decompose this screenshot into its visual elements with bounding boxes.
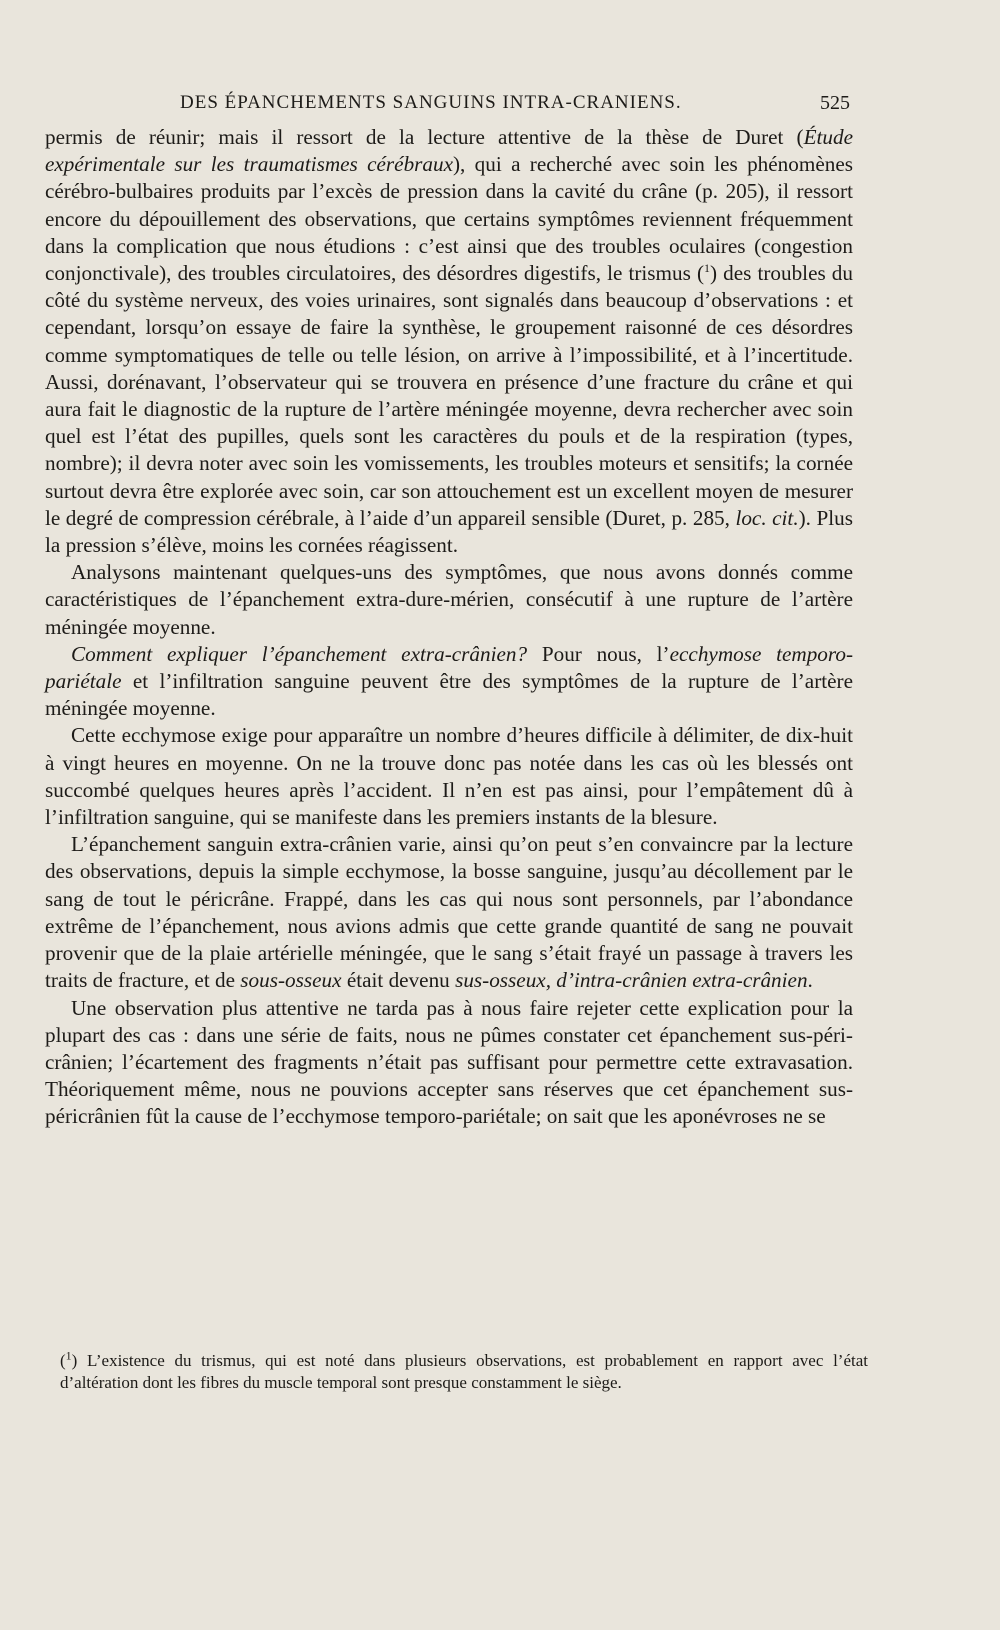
paragraph-5 <box>45 831 853 994</box>
term-sus-osseux: sus-osseux, d’intra-crânien extra-crânien <box>455 968 808 993</box>
paragraph-5-text-b: était devenu <box>341 968 456 993</box>
paragraph-1-text-d: ). Plus la pression s’élève, moins les cornées réagissent. <box>45 505 853 558</box>
paragraph-1-text-c: ) des troubles du côté du système nerveux, des voies urinaires, sont signalés dans beaucoup d’observations : et cependant, lorsqu’on essaye de faire la synthèse, le groupement raisonné de ces désordres comme symptomatiques de telle ou telle lésion, on arrive à l’impossibilité, et à l’incertitude. Aussi, dorénavant, l’observateur qui se trouvera en présence d’une fracture du crâne et qui aura fait le diagnostic de la rupture de l’artère méningée moyenne, devra rechercher avec soin quel est l’état des pupilles, quels sont les caractères du pouls et de la respiration (types, nombre); il devra noter avec soin les vomissements, les troubles moteurs et sensitifs; la cornée surtout devra être explorée avec soin, car son attouchement est un excellent moyen de mesurer le degré de compression cérébrale, à l’aide d’un appareil sensible (Duret, p. 285, <box>45 261 853 530</box>
paragraph-1 <box>45 124 853 559</box>
paragraph-3-text-a: Pour nous, l’ <box>527 641 670 666</box>
cited-work-title: Étude expérimentale sur les traumatismes cérébraux <box>45 125 853 177</box>
loc-cit: loc. cit. <box>735 505 799 530</box>
footnote-body: L’existence du trismus, qui est noté dans plusieurs observations, est probablement en rapport avec l’état d’altération dont les fibres du muscle temporal sont presque constamment le siège. <box>60 1351 868 1392</box>
paragraph-3 <box>45 641 853 723</box>
page-number: 525 <box>820 92 850 114</box>
footnote-text: ($^1$) L’existence du trismus, qui est noté dans plusieurs observations, est probablement en rapport avec l’état d’altération dont les fibres du muscle temporal sont presque constamment le siège. <box>60 1348 868 1392</box>
running-head-title: DES ÉPANCHEMENTS SANGUINS INTRA-CRANIENS. <box>180 92 682 113</box>
paragraph-1-text-a: permis de réunir; mais il ressort de la lecture attentive de la thèse de Duret ( <box>45 125 804 149</box>
paragraph-5-text-a: L’épanchement sanguin extra-crânien varie, ainsi qu’on peut s’en convaincre par la lecture des observations, depuis la simple ecchymose, la bosse sanguine, jusqu’au décollement par le sang de tout le péricrâne. Frappé, dans les cas qui nous sont personnels, par l’abondance extrême de l’épanchement, nous avions admis que cette grande quantité de sang ne pouvait provenir que de la plaie artérielle méningée, que le sang s’était frayé un passage à travers les traits de fracture, et de <box>45 832 853 993</box>
footnote-marker: 1 <box>65 1348 72 1363</box>
footnote-reference: 1 <box>704 260 710 275</box>
ecchymose-term: ecchymose temporo-pariétale <box>45 641 853 694</box>
paragraph-3-text-b: et l’infiltration sanguine peuvent être des symptômes de la rupture de l’artère méningée moyenne. <box>45 669 853 721</box>
term-sous-osseux: sous-osseux <box>240 968 342 993</box>
paragraph-1-text-b: ), qui a recherché avec soin les phénomènes cérébro-bulbaires produits par l’excès de pression dans la cavité du crâne (p. 205), il ressort encore du dépouillement des observations, que certains symptômes reviennent fréquemment dans la complication que nous étudions : c’est ainsi que des troubles oculaires (congestion conjonctivale), des troubles circulatoires, des désordres digestifs, le trismus ( <box>45 152 853 286</box>
section-question: Comment expliquer l’épanchement extra-crânien? <box>71 641 528 666</box>
paragraph-6: Une observation plus attentive ne tarda pas à nous faire rejeter cette explication pour la plupart des cas : dans une série de faits, nous ne pûmes constater cet épanchement sus-péri-crânien; l’écartement des fragments n’était pas suffisant pour permettre cette extravasation. Théoriquement même, nous ne pouvions accepter sans réserves que cet épanchement sus-péricrânien fût la cause de l’ecchymose temporo-pariétale; on sait que les aponévroses ne se <box>45 995 853 1129</box>
paragraph-4: Cette ecchymose exige pour apparaître un nombre d’heures difficile à délimiter, de dix-huit à vingt heures en moyenne. On ne la trouve donc pas notée dans les cas où les blessés ont succombé quelques heures après l’accident. Il n’en est pas ainsi, pour l’empâtement dû à l’infiltration sanguine, qui se manifeste dans les premiers instants de la blesure. <box>45 723 853 830</box>
running-head <box>180 92 850 120</box>
body-text <box>45 124 853 1131</box>
paragraph-5-text-c: . <box>807 968 813 993</box>
paragraph-2: Analysons maintenant quelques-uns des symptômes, que nous avons donnés comme caractéristiques de l’épanchement extra-dure-mérien, consécutif à une rupture de l’artère méningée moyenne. <box>45 560 853 639</box>
footnote <box>60 1350 868 1394</box>
